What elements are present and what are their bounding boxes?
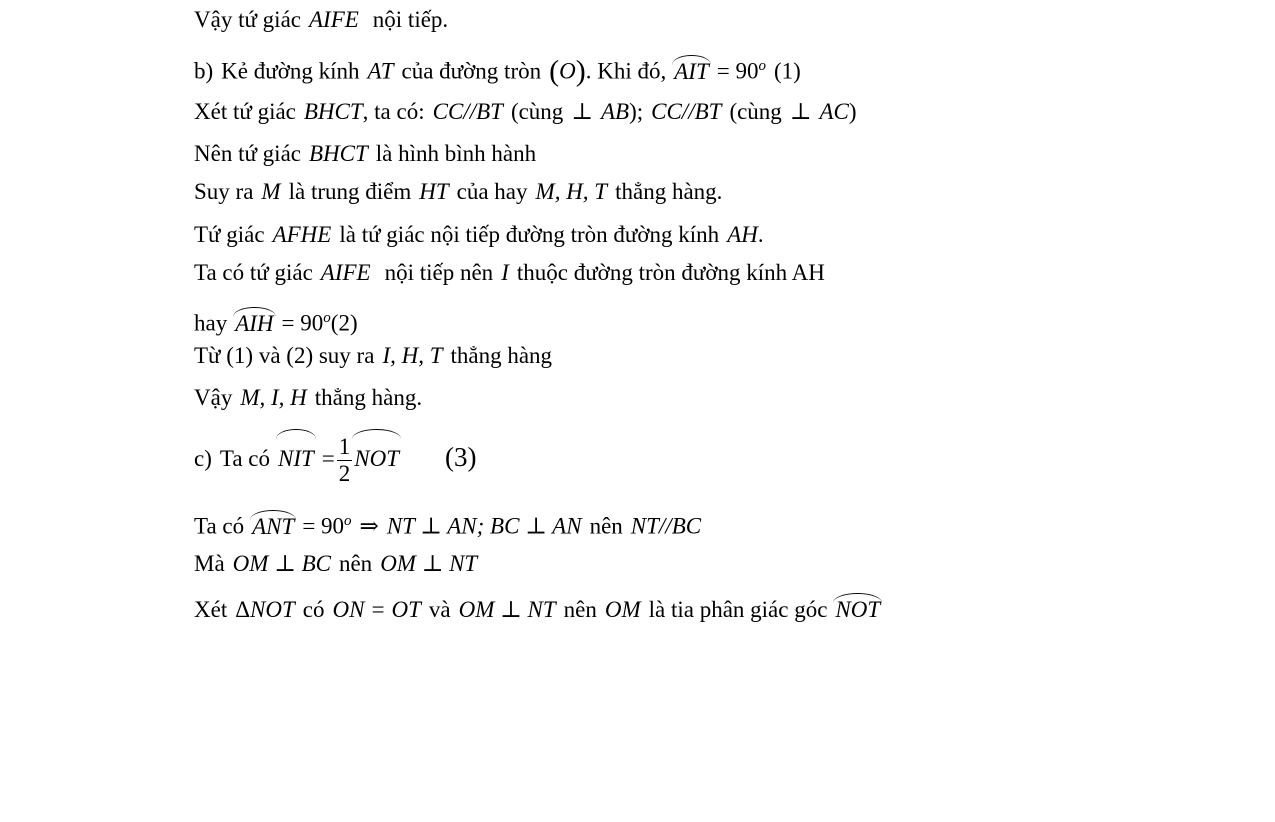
text: thẳng hàng. (615, 179, 723, 204)
text: Ta có (219, 446, 270, 471)
text: nội tiếp nên (384, 260, 494, 285)
math-term: BHCT (303, 99, 363, 124)
text: Kẻ đường kính (221, 58, 360, 84)
text: hay (194, 310, 228, 336)
text: là hình bình hành (375, 141, 537, 166)
math-term: I, H, T (382, 343, 443, 368)
math-term: OM ⊥ NT (458, 597, 556, 622)
text: Mà (194, 551, 225, 576)
text: có (302, 597, 325, 622)
text: Xét (194, 597, 228, 622)
perp-symbol: ⊥ (571, 99, 593, 124)
degree-sup: o (758, 58, 766, 74)
text: là tia phân giác góc (648, 597, 828, 622)
text: thẳng hàng (450, 343, 553, 368)
math-term: BHCT (308, 141, 368, 166)
text: . (757, 222, 764, 247)
text: là tứ giác nội tiếp đường tròn đường kính (339, 222, 720, 247)
math-term: CC//BT (432, 99, 503, 124)
math-term: NOT (250, 597, 295, 622)
text: nên (338, 551, 373, 576)
implies-symbol: ⇒ (359, 513, 379, 539)
text: nội tiếp. (372, 7, 449, 32)
equation-number: (2) (330, 310, 358, 336)
math-term: OM (604, 597, 641, 622)
text: thẳng hàng. (314, 385, 423, 410)
math-term: M, I, H (240, 385, 307, 410)
text-line-13 (194, 550, 477, 578)
math-term: AFHE (272, 222, 332, 247)
text: Xét tứ giác (194, 99, 296, 124)
text-line-12 (194, 507, 701, 541)
equation-number: (3) (445, 442, 477, 472)
equals-sign: = (321, 446, 335, 471)
text-line-4 (194, 140, 536, 168)
math-term: AIFE (320, 260, 371, 285)
math-term: OM ⊥ NT (380, 551, 478, 576)
text: Vậy tứ giác (194, 7, 301, 32)
triangle-symbol: Δ (235, 597, 251, 622)
angle-arc: AIT (674, 58, 709, 84)
text: của đường tròn (401, 58, 542, 84)
angle-arc: ANT (252, 513, 295, 539)
math-term: = 90 (716, 58, 759, 84)
fraction (337, 434, 353, 487)
math-term: AT (367, 58, 394, 84)
math-term: OM ⊥ BC (232, 551, 331, 576)
text-line-9 (194, 342, 552, 370)
text: Tứ giác (194, 222, 265, 247)
text: là trung điểm (288, 179, 412, 204)
text: Suy ra (194, 179, 254, 204)
math-term: AIFE (308, 7, 359, 32)
math-term: AH (727, 222, 758, 247)
math-term: AC (819, 99, 849, 124)
text: Vậy (194, 385, 233, 410)
fraction-denominator: 2 (338, 461, 351, 487)
angle-arc: NOT (835, 597, 881, 622)
text: và (428, 597, 451, 622)
text: thuộc đường tròn đường kính AH (516, 260, 825, 285)
text-line-6 (194, 221, 764, 249)
math-term: NT//BC (630, 513, 702, 539)
text-line-5 (194, 178, 722, 206)
text: . Khi đó, (585, 58, 667, 84)
text: Ta có tứ giác (194, 260, 313, 285)
degree-sup: o (323, 310, 331, 326)
text: nên (563, 597, 597, 622)
text-line-10 (194, 384, 422, 412)
math-term: = 90 (281, 310, 324, 336)
text: của hay (456, 179, 528, 204)
angle-arc: NOT (354, 432, 399, 486)
text-line-14 (194, 596, 880, 624)
text: (cùng (510, 99, 564, 124)
text: Ta có (194, 513, 245, 539)
text: Từ (1) và (2) suy ra (194, 343, 375, 368)
text: , ta có: (362, 99, 425, 124)
angle-arc: NIT (278, 432, 314, 486)
equation-number: (1) (773, 58, 801, 84)
item-label: b) (194, 58, 214, 84)
text-line-11 (194, 430, 477, 487)
text: (cùng (729, 99, 782, 124)
fraction-numerator: 1 (338, 434, 351, 460)
text-line-7 (194, 259, 825, 287)
math-term: ON = OT (332, 597, 421, 622)
math-term: M (261, 179, 281, 204)
math-term: I (501, 260, 509, 285)
text: ); (629, 99, 644, 124)
math-term: O (559, 58, 576, 84)
text: Nên tứ giác (194, 141, 301, 166)
text: ) (848, 99, 857, 124)
math-term: AB (600, 99, 630, 124)
text-line-2: b) Kẻ đường kính AT của đường tròn (O). Khi đó, AIT = $90^o$ (1) (194, 54, 801, 88)
degree-sup: o (344, 513, 352, 529)
math-term: CC//BT (651, 99, 722, 124)
text: nên (589, 513, 623, 539)
angle-arc: AIH (235, 310, 274, 336)
perp-symbol: ⊥ (789, 99, 812, 124)
text-line-1 (194, 6, 448, 34)
text-line-3 (194, 98, 857, 126)
math-term: M, H, T (535, 179, 608, 204)
item-label: c) (194, 446, 212, 471)
math-term: = 90 (302, 513, 345, 539)
math-term: HT (419, 179, 449, 204)
math-term: NT ⊥ AN; BC ⊥ AN (386, 513, 582, 539)
text-line-8 (194, 304, 358, 338)
